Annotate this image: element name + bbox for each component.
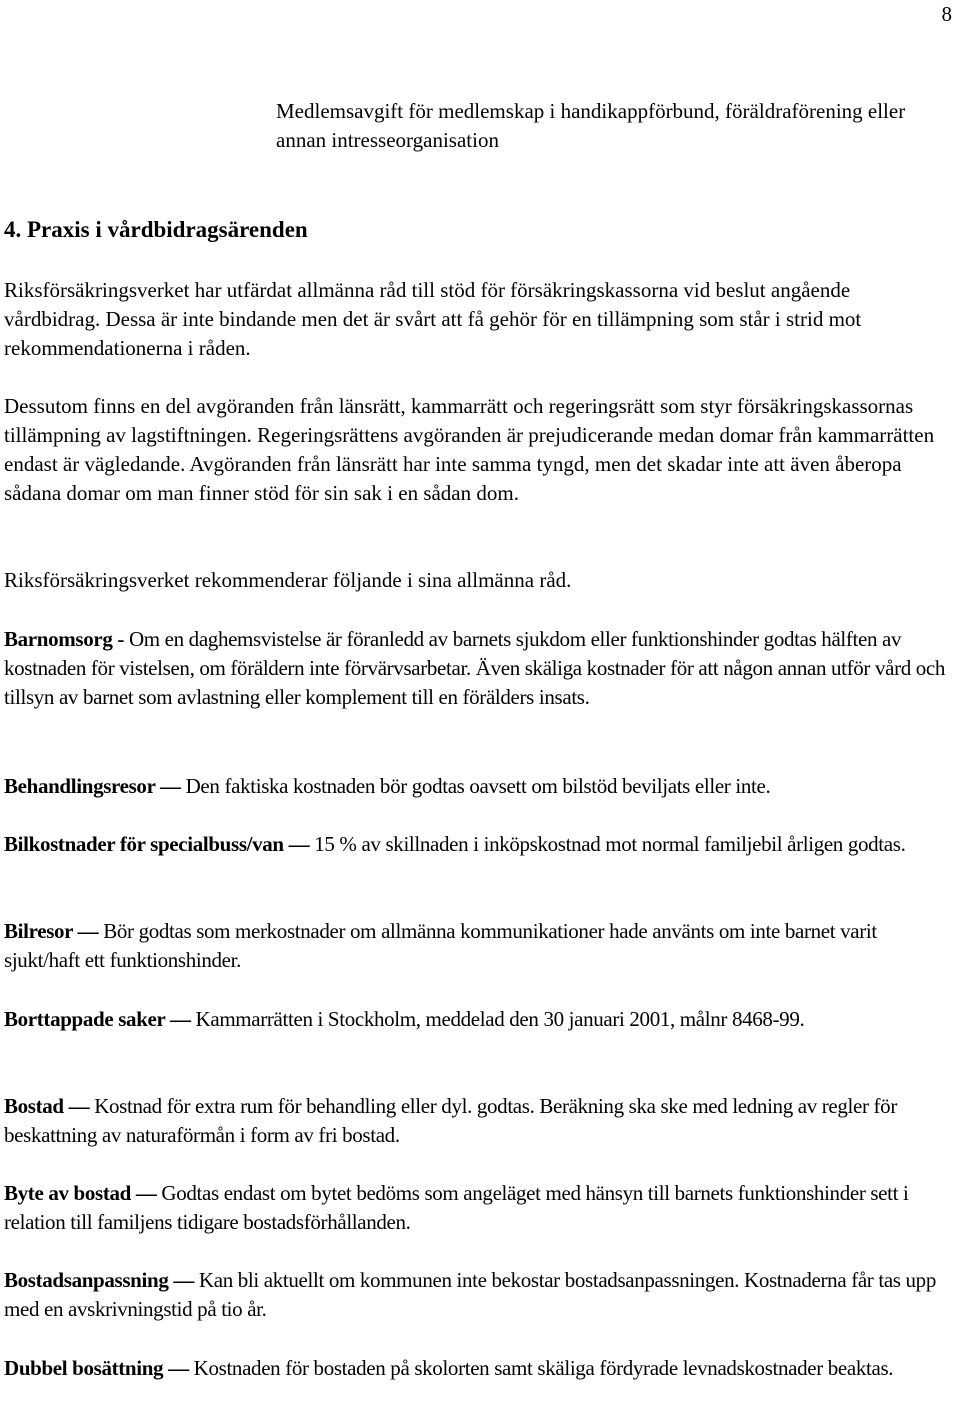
- page-number: 8: [941, 2, 952, 26]
- entry-barnomsorg: [4, 625, 950, 712]
- entry-text: Godtas endast om bytet bedöms som angeläget med hänsyn till barnets funktionshinder sett i relation till familjens tidigare bostadsförhållanden.: [4, 1181, 909, 1234]
- entry-dubbel-bosattning: [4, 1354, 950, 1383]
- paragraph-guidelines: Riksförsäkringsverket har utfärdat allmänna råd till stöd för försäkringskassorna vid beslut angående vårdbidrag. Dessa är inte bindande men det är svårt att få gehör för en tillämpning som står i strid mot rekommendationerna i råden.: [4, 278, 862, 360]
- entry-borttappade-saker: [4, 1005, 950, 1034]
- entry-term: Borttappade saker —: [4, 1007, 191, 1031]
- entry-bilresor: [4, 917, 950, 975]
- entry-text: Bör godtas som merkostnader om allmänna kommunikationer hade använts om inte barnet varit sjukt/haft ett funktionshinder.: [4, 919, 877, 972]
- entry-bostad: [4, 1092, 950, 1150]
- entry-term: Byte av bostad —: [4, 1181, 157, 1205]
- entry-behandlingsresor: [4, 772, 950, 801]
- entry-text: Kostnaden för bostaden på skolorten samt skäliga fördyrade levnadskostnader beaktas.: [188, 1356, 894, 1380]
- entry-text: Kan bli aktuellt om kommunen inte bekostar bostadsanpassningen. Kostnaderna får tas upp med en avskrivningstid på tio år.: [4, 1268, 936, 1321]
- entry-term: Behandlingsresor —: [4, 774, 181, 798]
- entry-bostadsanpassning: [4, 1266, 950, 1324]
- section-heading: 4. Praxis i vårdbidragsärenden: [4, 217, 308, 242]
- entry-term: Dubbel bosättning —: [4, 1356, 189, 1380]
- entry-text: Kammarrätten i Stockholm, meddelad den 30 januari 2001, målnr 8468-99.: [190, 1007, 805, 1031]
- entry-text: 15 % av skillnaden i inköpskostnad mot normal familjebil årligen godtas.: [309, 832, 906, 856]
- entry-term: Barnomsorg -: [4, 627, 125, 651]
- entry-text: Om en daghemsvistelse är föranledd av barnets sjukdom eller funktionshinder godtas hälften av kostnaden för vistelsen, om föräldern inte förvärvsarbetar. Även skäliga kostnader för att någon annan utför vård och tillsyn av barnet som avlastning eller komplement till en förälders insats.: [4, 627, 946, 709]
- paragraph-recommendations: Riksförsäkringsverket rekommenderar följande i sina allmänna råd.: [4, 568, 572, 592]
- entry-term: Bilresor —: [4, 919, 99, 943]
- paragraph-court-decisions: Dessutom finns en del avgöranden från länsrätt, kammarrätt och regeringsrätt som styr försäkringskassornas tillämpning av lagstiftningen. Regeringsrättens avgöranden är prejudicerande medan domar från kammarrätten endast är vägledande. Avgöranden från länsrätt har inte samma tyngd, men det skadar inte att även åberopa sådana domar om man finner stöd för sin sak i en sådan dom.: [4, 394, 935, 505]
- entry-bilkostnader: [4, 830, 950, 859]
- entry-byte-av-bostad: [4, 1179, 950, 1237]
- entry-term: Bilkostnader för specialbuss/van —: [4, 832, 310, 856]
- intro-list-item: Medlemsavgift för medlemskap i handikappförbund, föräldraförening eller annan intresseorganisation: [276, 99, 906, 152]
- entry-term: Bostadsanpassning —: [4, 1268, 195, 1292]
- entry-text: Kostnad för extra rum för behandling eller dyl. godtas. Beräkning ska ske med ledning av regler för beskattning av naturaförmån i form av fri bostad.: [4, 1094, 897, 1147]
- entry-term: Bostad —: [4, 1094, 90, 1118]
- entry-text: Den faktiska kostnaden bör godtas oavsett om bilstöd beviljats eller inte.: [180, 774, 771, 798]
